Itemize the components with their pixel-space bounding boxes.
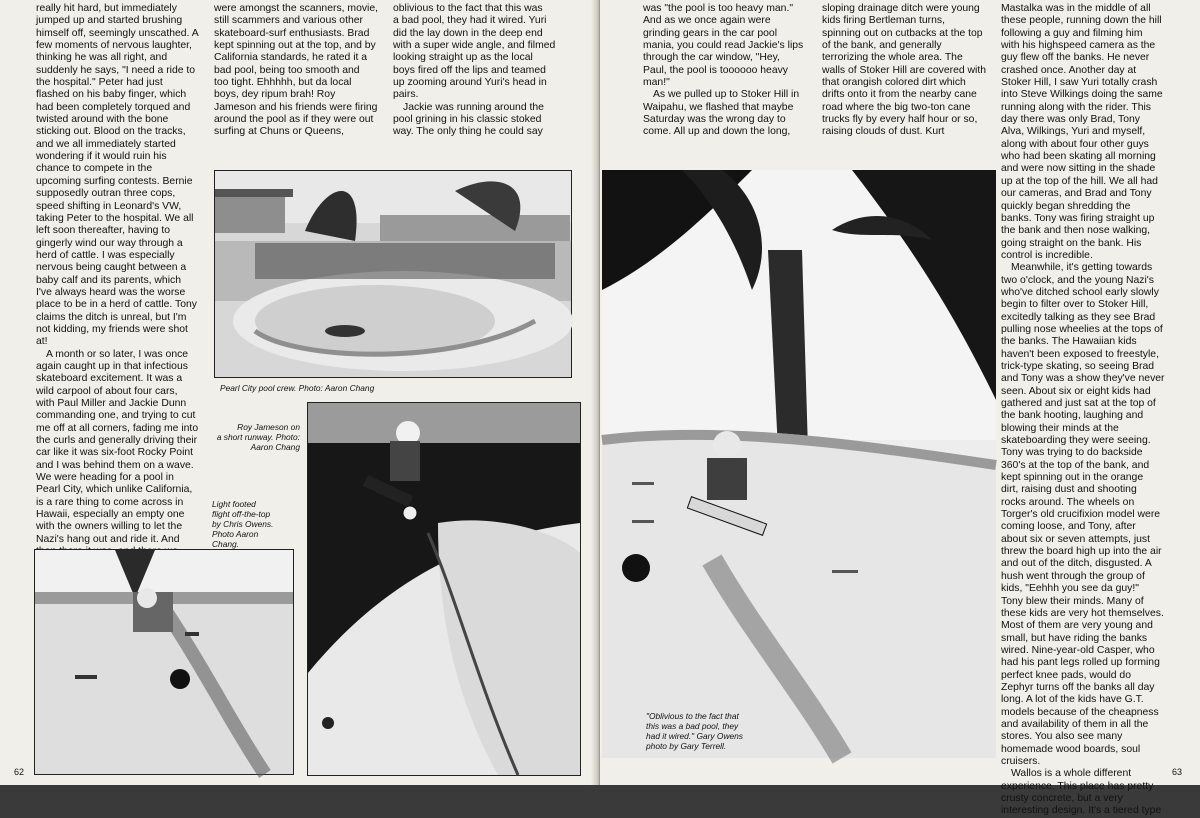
right-column-2 (822, 3, 998, 139)
right-page-number: 63 (1172, 767, 1183, 777)
left-page (0, 0, 596, 785)
chris-caption: Light footed flight off-the-top by Chris Owens. Photo Aaron Chang. (212, 499, 274, 549)
left-column-3 (393, 3, 569, 139)
pool-crew-photo (214, 170, 572, 378)
right-col2-para-1: sloping drainage ditch were young kids firing Bertleman turns, spinning out on cutbacks at the top of the bank, and generally terrorizing the whole area. The walls of Stoker Hill are covered with that orangish colored dirt which drifts onto it from the nearby cane road where the big two-ton cane trucks fly by every half hour or so, raising clouds of dust. Kurt (822, 3, 987, 138)
right-col1-para-2: As we pulled up to Stoker Hill in Waipahu, we flashed that maybe Saturday was the wrong day to come. All up and down the long, (643, 89, 800, 138)
left-col3-para-1: oblivious to the fact that this was a bad pool, they had it wired. Yuri did the lay down in the deep end with a super wide angle, and filmed looking straight up as the local boys fired off the lips and teamed up zooming around Yuri's head in pairs. (393, 3, 556, 101)
gary-owens-caption: "Oblivious to the fact that this was a bad pool, they had it wired." Gary Owens photo by Gary Terrell. (646, 711, 743, 751)
left-column-2 (214, 3, 386, 139)
left-column-1 (36, 3, 208, 558)
roy-jameson-photo (307, 402, 581, 776)
left-col1-para-2: A month or so later, I was once again caught up in that infectious skateboard excitement. It was a wild carpool of about four cars, with Paul Miller and Jackie Dunn commanding one, and trying to cut me off at all corners, fading me into the curls and generally driving their car like it was six-foot Rocky Point and I was behind them on a wave. We were heading for a pool in Pearl City, which unlike California, is a rare thing to come across in Hawaii, especially an empty one with the owners willing to let the Nazi's hang out and ride it. And (36, 348, 199, 545)
left-page-number: 62 (14, 767, 25, 777)
right-col1-para-1: was "the pool is too heavy man." And as we once again were grinding gears in the car pool mania, you could read Jackie's lips through the car window, "Hey, Paul, the pool is toooooo heavy man!" (643, 3, 804, 89)
chris-owens-photo (34, 549, 294, 775)
left-col2-para-1: were amongst the scanners, movie, still scammers and various other skateboard-surf enthusiasts. Brad kept spinning out at the top, and by California standards, he rated it a bad pool, being too smooth and too tight. Ehhhhh, but da local boys, dey ripum brah! Roy Jameson and his friends were firing around the pool as if they were out surfing at Chuns or Queens, (214, 3, 379, 138)
right-page (600, 0, 1200, 817)
right-col3-para-1: Mastalka was in the middle of all these people, running down the hill following a guy and filming him with his highspeed camera as the guy flew off the banks. He never crashed once. Another day at Stoker Hill, I saw Yuri totally crash into Steve Wilkings doing the same running along with the rider. This day there was only Brad, Tony Alva, Wilkings, Yuri and myself, along with about four other guys who had been skating all morning and were now sitting in the shade up at the top of the hill. We all had our cameras, and Brad and Tony quickly began shredding the banks. Tony was firing straight up the bank and then nose walking, going straight on the bank. His control is incredible. (1001, 3, 1163, 261)
right-column-1 (643, 3, 815, 139)
gary-owens-photo (602, 170, 996, 758)
roy-caption: Roy Jameson on a short runway. Photo: Aaron Chang (216, 422, 300, 452)
right-column-3 (1001, 3, 1177, 818)
right-col3-para-3: Wallos is a whole different experience. This place has pretty crusty concrete, but a very interesting design. It's a tiered type (1001, 768, 1162, 817)
pool-crew-caption: Pearl City pool crew. Photo: Aaron Chang (220, 383, 375, 393)
left-col1-para-1: really hit hard, but immediately jumped up and started brushing himself off, seemingly unscathed. A few moments of nervous laughter, thinking he was all right, and suddenly he says, "I need a ride to the hospital." Peter had just flashed on his baby finger, which had been completely torqued and twisted around with the bone sticking out. Blood on the tracks, and we all immediately started wondering if it would ruin his chance to compete in the upcoming surfing contests. Bernie supposedly outran three cops, speed shifting in Leonard's VW, taking Peter to the hospital. We all left soon thereafter, having to gingerly wind our way through a herd of cattle. I was especially nervous being caught between a baby calf and its parents, which I've always heard was the worse place to be in a herd of cattle. Tony claims the ditch is unreal, but I'm not kidding, my friends were shot at! (36, 3, 199, 348)
left-col3-para-2: Jackie was running around the pool grining in his classic stoked way. The only thing he could say (393, 101, 544, 138)
right-col3-para-2: Meanwhile, it's getting towards two o'clock, and the young Nazi's who've ditched school early slowly begin to filter over to Stoker Hill, excitedly talking as they see Brad pulling nose wheelies at the tops of the banks. The Hawaiian kids haven't been exposed to freestyle, trick-type skating, so seeing Brad and Tony was a show they've never seen. About six or eight kids had gathered and just sat at the top of the bank hooting, laughing and blowing their minds at the skateboarding they were seeing. Tony was trying to do backside 360's at the top of the bank, and kept spinning out in the orange dirt, raising dust and shooting rocks around. The wheels on Torger's old crucifixion model were coming loose, and Tony, after about six or seven attempts, just threw the board high up into the air and out of the ditch, disgusted. A hush went through the group of kids, "Eehhh you see da guy!" Tony blew their minds. Many of these kids are very hot themselves. Most of them are very young and small, but have riding the banks wired. Nine-year-old Casper, who had his pant legs rolled up forming perfect knee pads, would do Zephyr turns off the banks all day long. A lot of the kids have G.T. models because of the cheapness and availability of them in all the stores. You also see many homemade wood boards, soul cruisers. (1001, 262, 1165, 767)
